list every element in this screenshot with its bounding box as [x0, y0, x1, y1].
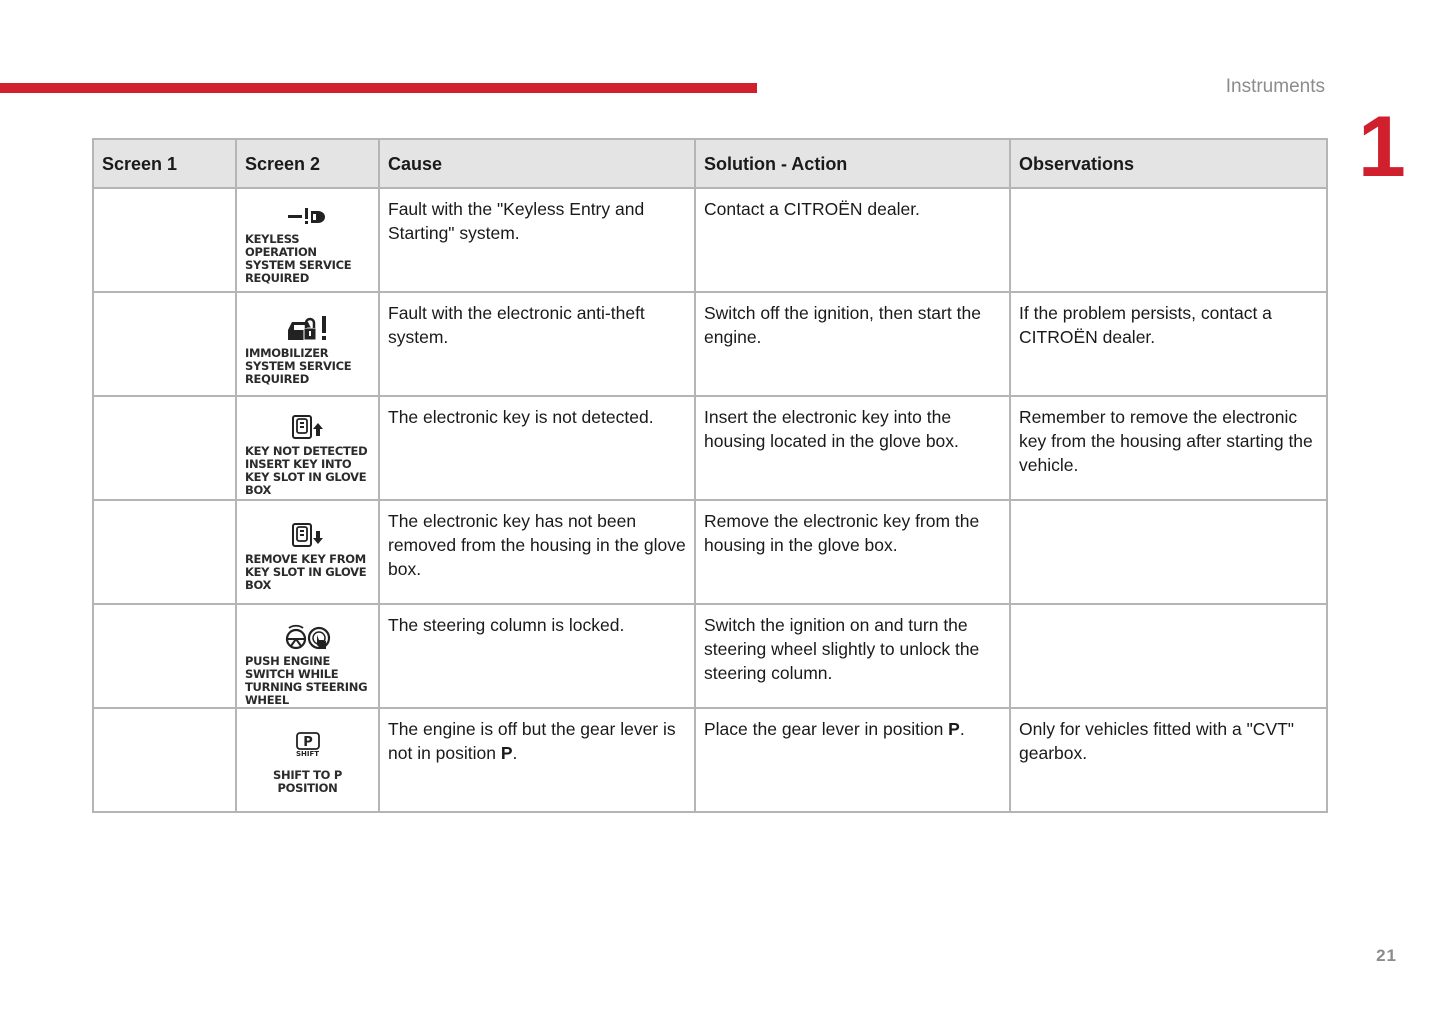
table-header-row [93, 139, 1327, 188]
solution-cell: Remove the electronic key from the housing in the glove box. [695, 500, 1010, 604]
screen2-cell [236, 396, 379, 500]
screen2-message: IMMOBILIZER SYSTEM SERVICE REQUIRED [245, 346, 352, 386]
screen1-cell [93, 396, 236, 500]
shift-icon-label: SHIFT [295, 750, 320, 758]
park-shift-icon [245, 731, 370, 759]
cause-text: The engine is off but the gear lever is not in position [388, 719, 676, 763]
cause-cell: Fault with the electronic anti-theft system. [379, 292, 695, 396]
cause-bold-p: P [500, 743, 513, 763]
screen2-message: KEY NOT DETECTED INSERT KEY INTO KEY SLOT IN GLOVE BOX [245, 444, 368, 497]
solution-cell: Switch the ignition on and turn the steering wheel slightly to unlock the steering column. [695, 604, 1010, 708]
key-remove-icon [245, 523, 370, 549]
screen2-cell [236, 500, 379, 604]
keyless-key-warning-icon [245, 205, 370, 229]
col-header-screen1: Screen 1 [93, 139, 236, 188]
table-row [93, 188, 1327, 292]
cause-cell: The steering column is locked. [379, 604, 695, 708]
cause-cell: Fault with the "Keyless Entry and Starting" system. [379, 188, 695, 292]
table-row [93, 500, 1327, 604]
header-red-bar [0, 83, 757, 93]
col-header-observations: Observations [1010, 139, 1327, 188]
solution-bold-p: P [948, 719, 960, 739]
observations-cell [1010, 500, 1327, 604]
section-title: Instruments [1225, 76, 1325, 97]
solution-text: Place the gear lever in position [704, 719, 949, 739]
solution-cell: Contact a CITROËN dealer. [695, 188, 1010, 292]
screen2-cell [236, 604, 379, 708]
solution-text-end: . [959, 719, 965, 739]
svg-text:P: P [302, 735, 313, 750]
col-header-solution: Solution - Action [695, 139, 1010, 188]
observations-cell [1010, 604, 1327, 708]
screen2-message: PUSH ENGINE SWITCH WHILE TURNING STEERING WHEEL [245, 654, 368, 707]
screen1-cell [93, 188, 236, 292]
col-header-cause: Cause [379, 139, 695, 188]
col-header-screen2: Screen 2 [236, 139, 379, 188]
screen2-message: SHIFT TO P POSITION [273, 768, 342, 795]
solution-cell: Switch off the ignition, then start the engine. [695, 292, 1010, 396]
observations-cell: Remember to remove the electronic key from the housing after starting the vehicle. [1010, 396, 1327, 500]
page-number: 21 [1376, 946, 1397, 965]
screen2-cell [236, 708, 379, 812]
observations-cell: Only for vehicles fitted with a "CVT" gearbox. [1010, 708, 1327, 812]
steering-wheel-push-icon [245, 623, 370, 651]
table-row [93, 292, 1327, 396]
key-insert-icon [245, 415, 370, 441]
screen1-cell [93, 292, 236, 396]
screen2-cell [236, 188, 379, 292]
observations-cell [1010, 188, 1327, 292]
screen2-cell [236, 292, 379, 396]
immobilizer-warning-icon [245, 313, 370, 343]
cause-text-end: . [512, 743, 518, 763]
chapter-number: 1 [1358, 99, 1406, 195]
screen2-message: REMOVE KEY FROM KEY SLOT IN GLOVE BOX [245, 552, 367, 592]
cause-cell: The electronic key has not been removed from the housing in the glove box. [379, 500, 695, 604]
screen1-cell [93, 708, 236, 812]
warning-messages-table [92, 138, 1328, 813]
observations-cell: If the problem persists, contact a CITROËN dealer. [1010, 292, 1327, 396]
table-row [93, 396, 1327, 500]
solution-cell [695, 708, 1010, 812]
table-row [93, 604, 1327, 708]
table-row [93, 708, 1327, 812]
solution-cell: Insert the electronic key into the housing located in the glove box. [695, 396, 1010, 500]
cause-cell: The electronic key is not detected. [379, 396, 695, 500]
screen2-message: KEYLESS OPERATION SYSTEM SERVICE REQUIRED [245, 232, 352, 285]
screen1-cell [93, 500, 236, 604]
screen1-cell [93, 604, 236, 708]
cause-cell [379, 708, 695, 812]
